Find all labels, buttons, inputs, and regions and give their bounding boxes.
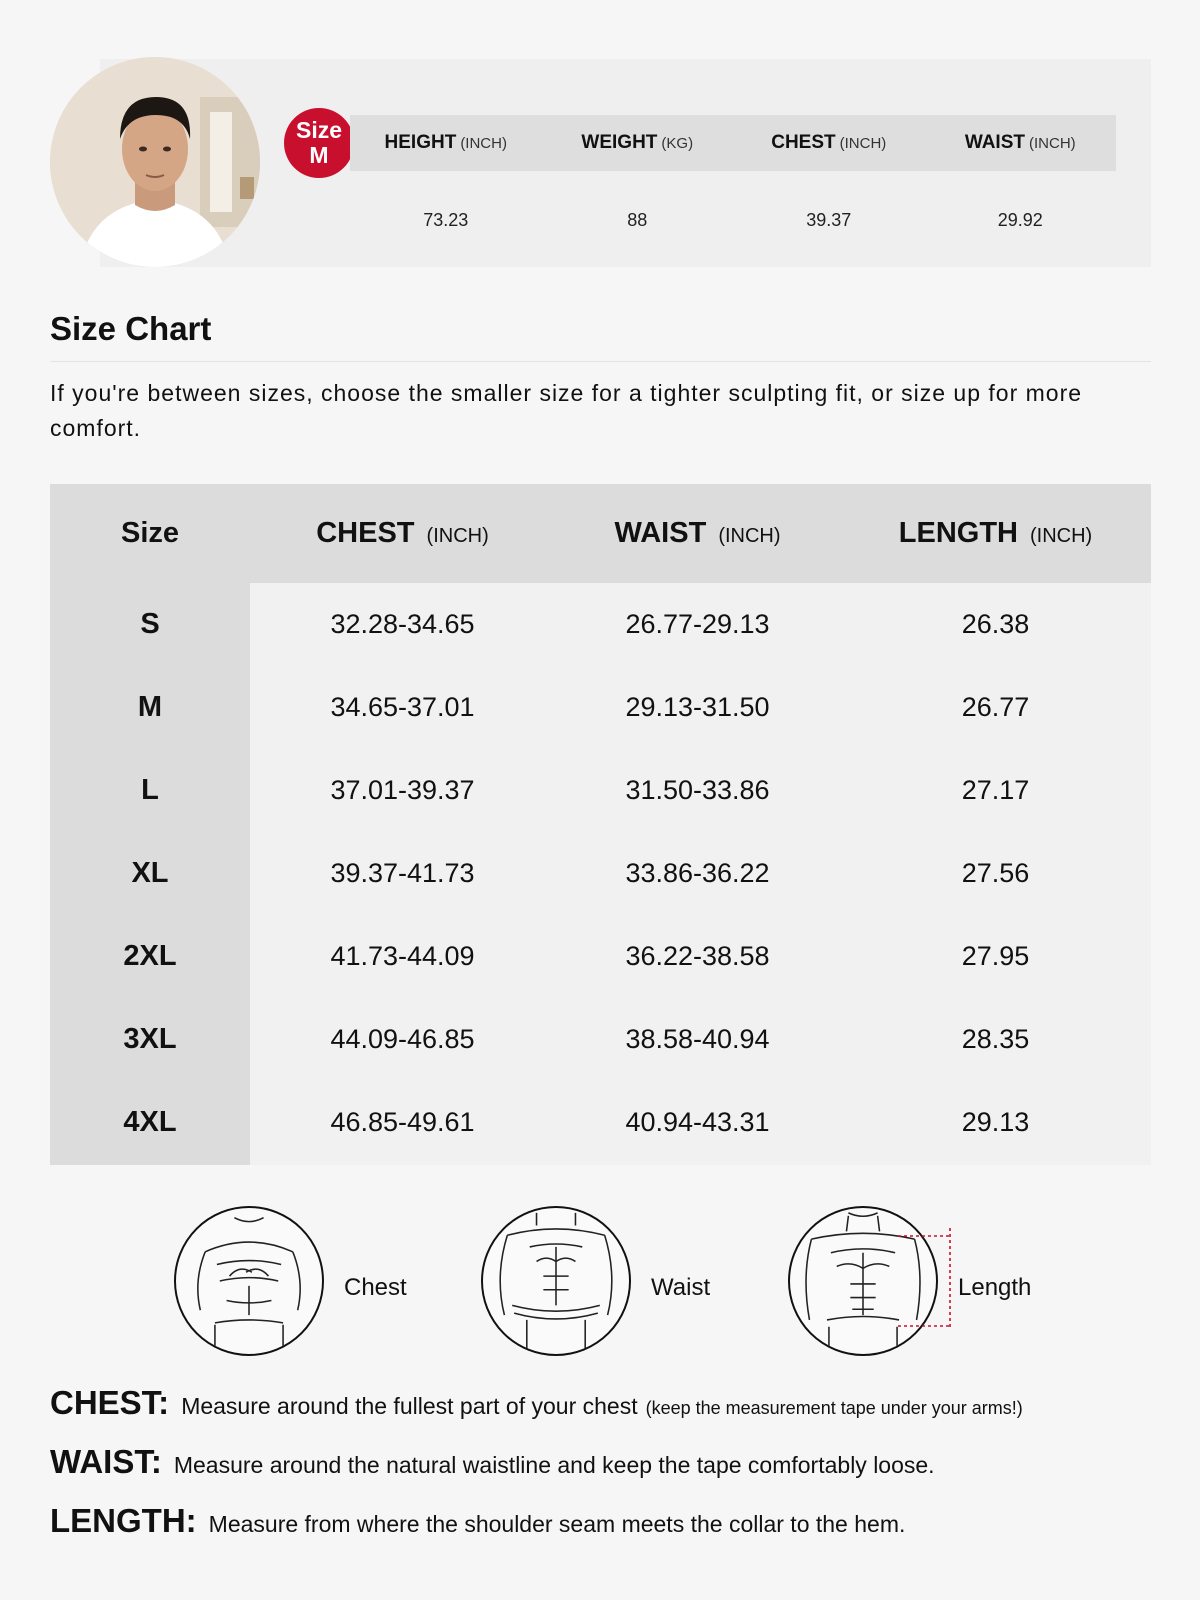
length-note-key: LENGTH: (50, 1502, 197, 1539)
waist-body-icon (483, 1208, 629, 1354)
waist-note-text: Measure around the natural waistline and keep the tape comfortably loose. (173, 1452, 935, 1478)
waist-note-key: WAIST: (50, 1443, 162, 1480)
header-name: LENGTH (898, 517, 1018, 549)
cell-chest: 34.65-37.01 (330, 692, 475, 722)
model-header-weight (542, 115, 734, 171)
cell-size: L (141, 774, 159, 806)
model-photo-illustration (50, 57, 260, 267)
cell-waist: 36.22-38.58 (625, 941, 770, 971)
header-length (840, 517, 1151, 550)
length-note-text: Measure from where the shoulder seam meets the collar to the hem. (208, 1511, 906, 1537)
size-table (50, 484, 1151, 1165)
model-measure-header (350, 115, 1116, 171)
header-unit: (INCH) (718, 525, 781, 547)
header-unit: (INCH) (1030, 525, 1093, 547)
cell-chest: 46.85-49.61 (330, 1107, 475, 1137)
model-header-chest (733, 115, 925, 171)
waist-illustration-label: Waist (651, 1274, 711, 1301)
header-waist (555, 517, 840, 550)
cell-chest: 37.01-39.37 (330, 775, 475, 805)
model-size-badge (284, 108, 354, 178)
table-row (50, 1081, 1151, 1164)
model-header-name: WEIGHT (581, 132, 658, 153)
chest-note-text: Measure around the fullest part of your chest (181, 1393, 638, 1419)
model-header-height (350, 115, 542, 171)
cell-chest: 32.28-34.65 (330, 609, 475, 639)
model-value-waist: 29.92 (997, 209, 1043, 230)
model-measure-values (350, 202, 1116, 238)
model-header-unit: (INCH) (1029, 134, 1076, 152)
chest-body-icon (176, 1208, 322, 1354)
cell-waist: 40.94-43.31 (625, 1107, 770, 1137)
size-table-header (50, 484, 1151, 583)
model-size-value: M (309, 142, 329, 168)
cell-length: 26.77 (961, 692, 1030, 722)
chest-measure-illustration (174, 1206, 324, 1356)
cell-length: 29.13 (961, 1107, 1030, 1137)
model-header-unit: (INCH) (460, 134, 507, 152)
cell-size: XL (131, 857, 169, 889)
model-header-unit: (INCH) (839, 134, 887, 152)
cell-length: 27.95 (961, 941, 1030, 971)
header-unit: (INCH) (426, 525, 489, 547)
model-value-height: 73.23 (423, 209, 469, 230)
table-row (50, 832, 1151, 915)
length-note (50, 1502, 905, 1540)
size-table-body (50, 583, 1151, 1164)
title-divider (50, 361, 1151, 362)
cell-length: 26.38 (961, 609, 1030, 639)
cell-chest: 41.73-44.09 (330, 941, 475, 971)
header-name: Size (120, 517, 180, 549)
waist-note (50, 1443, 935, 1481)
cell-waist: 33.86-36.22 (625, 858, 770, 888)
cell-chest: 44.09-46.85 (330, 1024, 475, 1054)
model-photo (50, 57, 260, 267)
cell-waist: 31.50-33.86 (625, 775, 770, 805)
table-row (50, 749, 1151, 832)
table-row (50, 583, 1151, 666)
model-header-unit: (KG) (661, 134, 694, 152)
fit-tip: If you're between sizes, choose the smaller size for a tighter sculpting fit, or size up for more comfort. (50, 380, 1083, 441)
cell-waist: 38.58-40.94 (625, 1024, 770, 1054)
chest-note-small: (keep the measurement tape under your arms!) (645, 1398, 1023, 1418)
cell-size: 2XL (123, 940, 177, 972)
length-illustration-label: Length (958, 1274, 1032, 1301)
chest-note (50, 1384, 1023, 1422)
model-header-name: WAIST (964, 132, 1025, 153)
cell-length: 28.35 (961, 1024, 1030, 1054)
table-row (50, 915, 1151, 998)
cell-chest: 39.37-41.73 (330, 858, 475, 888)
cell-waist: 29.13-31.50 (625, 692, 770, 722)
size-chart-title: Size Chart (50, 310, 212, 347)
cell-size: 4XL (123, 1106, 177, 1138)
model-header-name: CHEST (771, 132, 836, 153)
header-name: CHEST (316, 517, 415, 549)
model-header-name: HEIGHT (384, 132, 457, 153)
table-row (50, 998, 1151, 1081)
header-name: WAIST (614, 517, 707, 549)
model-header-waist (925, 115, 1117, 171)
cell-length: 27.17 (961, 775, 1030, 805)
model-size-label: Size (295, 117, 343, 143)
chest-note-key: CHEST: (50, 1384, 170, 1421)
header-size (50, 517, 250, 550)
model-value-weight: 88 (627, 209, 648, 230)
table-row (50, 666, 1151, 749)
cell-size: S (140, 608, 160, 640)
waist-measure-illustration (481, 1206, 631, 1356)
header-chest (250, 517, 555, 550)
model-value-chest: 39.37 (806, 209, 852, 230)
chest-illustration-label: Chest (344, 1274, 407, 1301)
length-measure-marker-icon (896, 1226, 956, 1332)
cell-size: M (137, 691, 163, 723)
cell-size: 3XL (123, 1023, 177, 1055)
cell-length: 27.56 (961, 858, 1030, 888)
cell-waist: 26.77-29.13 (625, 609, 770, 639)
